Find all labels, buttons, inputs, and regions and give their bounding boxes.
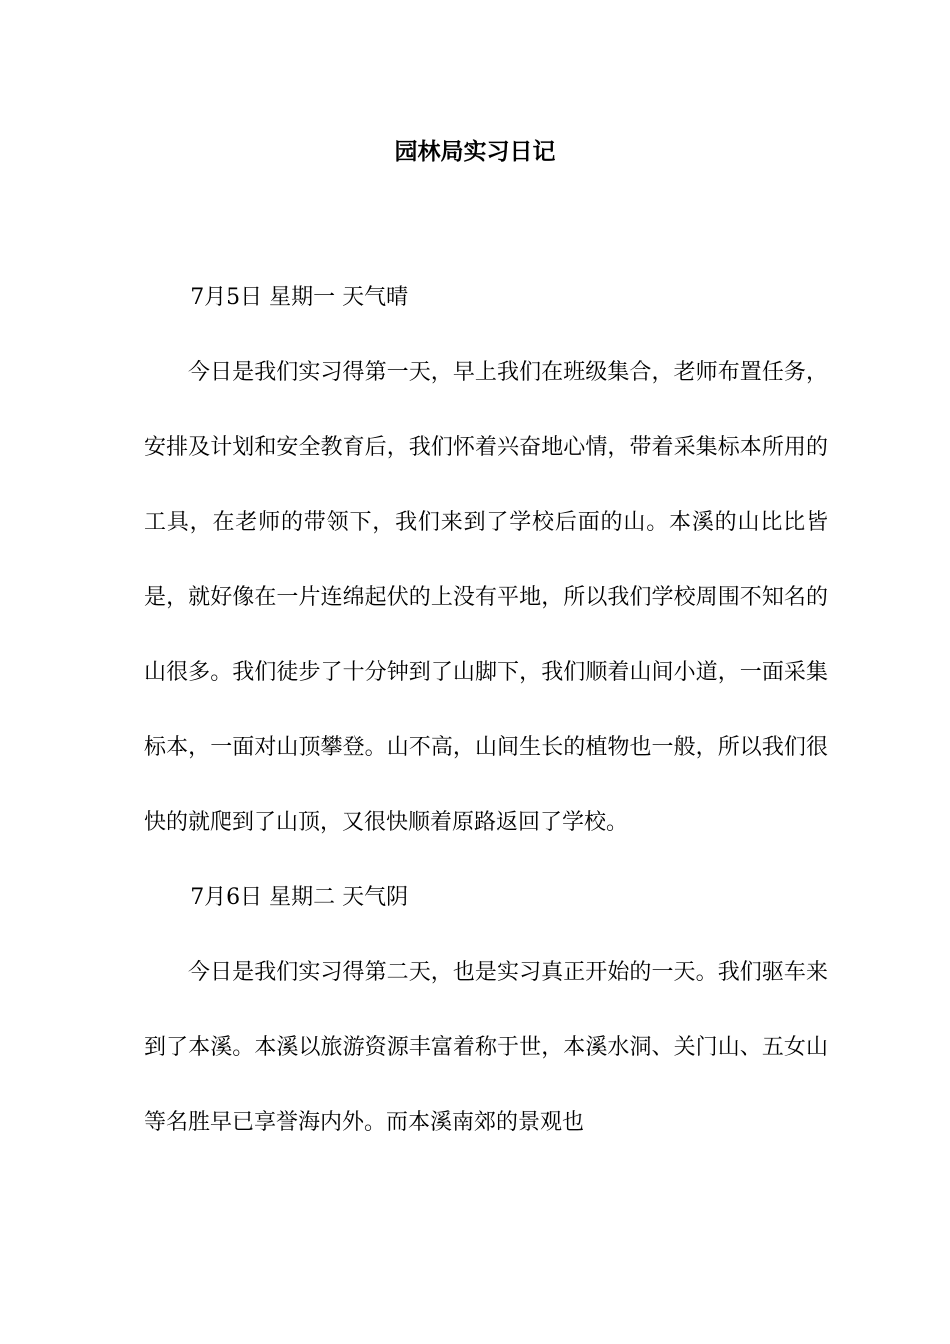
entry-date: 7月5日 星期一 天气晴 <box>190 285 409 310</box>
entry-paragraph: 今日是我们实习得第二天，也是实习真正开始的一天。我们驱车来到了本溪。本溪以旅游资源丰富着称于世，本溪水洞、关门山、五女山等名胜早已享誉海内外。而本溪南郊的景观也 <box>144 960 828 1135</box>
entry-date: 7月6日 星期二 天气阴 <box>190 885 409 910</box>
document-title: 园林局实习日记 <box>394 139 556 165</box>
document-body <box>144 260 828 1160</box>
entry-paragraph: 今日是我们实习得第一天，早上我们在班级集合，老师布置任务，安排及计划和安全教育后，我们怀着兴奋地心情，带着采集标本所用的工具，在老师的带领下，我们来到了学校后面的山。本溪的山比比皆是，就好像在一片连绵起伏的上没有平地，所以我们学校周围不知名的山很多。我们徒步了十分钟到了山脚下，我们顺着山间小道，一面采集标本，一面对山顶攀登。山不高，山间生长的植物也一般，所以我们很快的就爬到了山顶，又很快顺着原路返回了学校。 <box>144 360 828 835</box>
